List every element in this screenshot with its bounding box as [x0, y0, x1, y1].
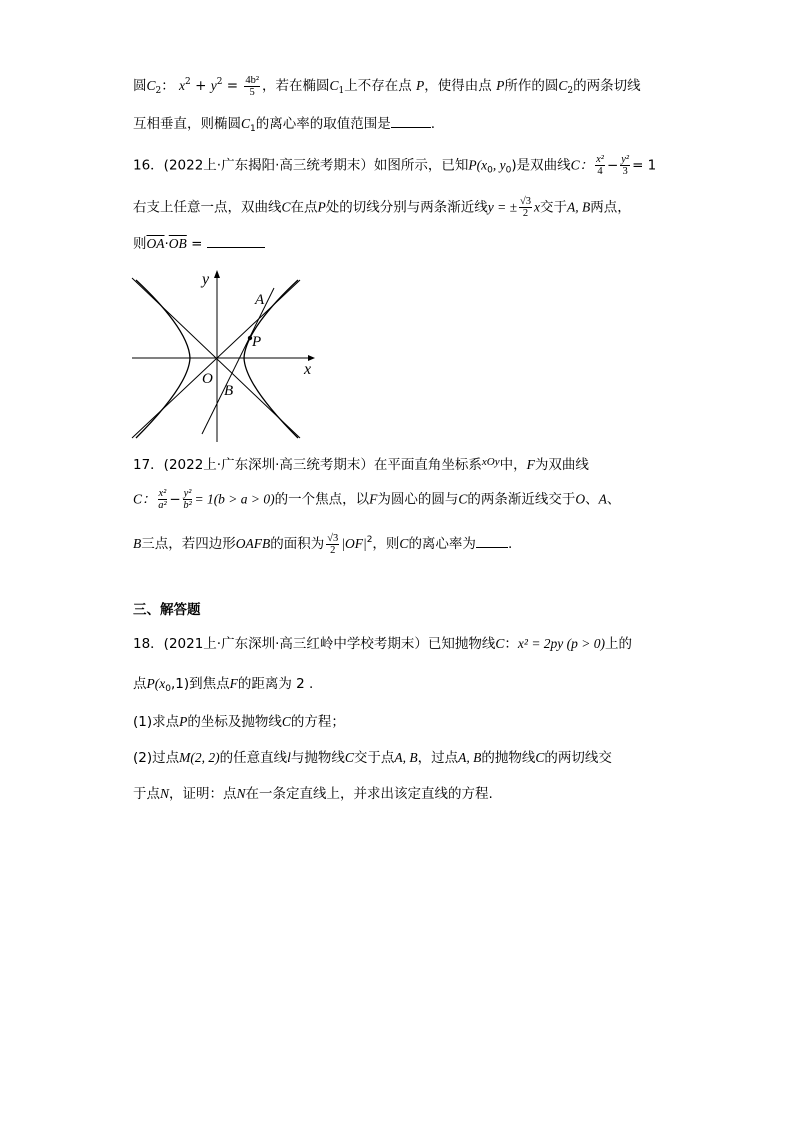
math: −: [606, 157, 619, 174]
text: 互相垂直，则椭圆: [133, 116, 241, 132]
math: A, B: [567, 199, 591, 215]
math: −: [169, 491, 181, 508]
text: 右支上任意一点，双曲线: [133, 199, 282, 216]
text: 在一条定直线上，并求出该定直线的方程.: [245, 786, 493, 802]
fraction-denominator: 2: [330, 544, 336, 556]
y-axis-arrow: [214, 270, 220, 278]
label-a: A: [255, 292, 265, 308]
text: ：: [161, 78, 175, 94]
fraction-numerator: y²: [183, 488, 192, 499]
text: 上的: [605, 636, 633, 652]
question-16-line-3: [133, 234, 265, 254]
text: 的两条切线: [573, 78, 641, 94]
math: ): [511, 157, 517, 174]
math: C: [399, 536, 409, 551]
text: 于点: [133, 786, 160, 802]
vector-ob: $\overline{OB}$: [168, 236, 187, 251]
text: ，若在椭圆: [261, 78, 330, 94]
question-17-line-2: [133, 488, 620, 511]
fraction-denominator: 2: [522, 208, 529, 219]
question-18-line-2: [133, 674, 313, 699]
math: x² = 2py (p > 0): [517, 636, 606, 651]
math-superscript: 2: [216, 77, 223, 87]
fraction-denominator: 5: [249, 87, 255, 98]
math: P(x: [468, 157, 488, 173]
math: y = ±: [487, 199, 518, 215]
math: y: [210, 78, 217, 93]
question-16-line-2: [133, 196, 631, 219]
answer-blank: [476, 535, 508, 548]
text: ：: [504, 636, 518, 652]
fraction-denominator: b²: [183, 500, 192, 511]
math: = 1(b > a > 0): [194, 491, 275, 507]
text: 两点，: [590, 199, 631, 216]
label-y: y: [202, 271, 210, 288]
text: 、: [606, 491, 621, 508]
fraction: [183, 488, 193, 511]
question-17-line-3: [133, 530, 512, 556]
text-line: [133, 114, 435, 139]
math: C: [495, 636, 505, 651]
fraction-denominator: 4: [597, 166, 603, 177]
text: 为双曲线: [534, 457, 589, 473]
text: (1)求点: [133, 714, 180, 730]
math-subscript: 2: [155, 86, 162, 96]
text: 与抛物线: [290, 750, 345, 766]
text: (2)过点: [133, 750, 180, 766]
math: N: [160, 786, 170, 801]
math-subscript: 0: [165, 684, 171, 694]
math: x: [534, 199, 541, 215]
fraction: [620, 154, 630, 177]
question-head: 17．(2022上·广东深圳·高三统考期末）在平面直角坐标系: [133, 457, 482, 473]
fraction: [519, 196, 532, 219]
math: C: [241, 116, 251, 131]
text: .: [430, 116, 436, 132]
label-b: B: [224, 383, 234, 399]
math: x: [179, 78, 186, 93]
question-18-part-2: [133, 748, 612, 768]
fraction: [595, 154, 605, 177]
math-superscript: 2: [366, 535, 373, 545]
text: 的一个焦点，以: [274, 491, 370, 508]
math: ·: [164, 236, 169, 252]
text: 三点，若四边形: [141, 536, 236, 552]
math: xOy: [481, 456, 500, 468]
math: =: [222, 78, 243, 94]
fraction-numerator: x²: [158, 488, 167, 499]
question-18-line-1: [133, 634, 632, 654]
text: 的两切线交: [544, 750, 612, 766]
text: 的抛物线: [481, 750, 536, 766]
text: .: [507, 536, 513, 552]
question-18-part-1: [133, 712, 345, 732]
math: P: [317, 199, 326, 215]
math: M(2, 2): [179, 750, 220, 765]
math: A: [598, 491, 607, 507]
hyperbola-right-branch: [244, 280, 298, 438]
math: C: [146, 78, 156, 93]
question-head: 16．(2022上·广东揭阳·高三统考期末）如图所示，已知: [133, 157, 469, 174]
text: 的方程；: [290, 714, 345, 730]
question-17-line-1: [133, 452, 589, 475]
hyperbola-left-branch: [136, 280, 190, 438]
text: 点: [133, 676, 147, 692]
vector-oa: $\overline{OA}$: [146, 236, 165, 251]
text: 为圆心的圆与: [377, 491, 459, 508]
math: P: [179, 714, 188, 729]
math: C: [458, 491, 468, 507]
text: ，过点: [417, 750, 459, 766]
hyperbola-figure: [130, 266, 320, 444]
text: 、: [585, 491, 599, 508]
fraction-numerator: y²: [621, 154, 630, 165]
fraction-denominator: a²: [158, 500, 167, 511]
text: 到焦点: [189, 676, 230, 692]
math-superscript: 2: [185, 77, 191, 87]
text: ，则: [372, 536, 400, 552]
math: ,1): [170, 676, 190, 692]
label-x: x: [304, 361, 312, 378]
math: =: [186, 236, 207, 252]
text: 上不存在点: [344, 78, 417, 94]
text: 处的切线分别与两条渐近线: [325, 199, 488, 216]
math: F: [229, 676, 238, 691]
math: P(x: [146, 676, 166, 691]
fraction: [158, 488, 168, 511]
math-subscript: 1: [250, 124, 256, 134]
math-subscript: 0: [505, 165, 512, 176]
math: C: [281, 714, 291, 729]
math: C: [281, 199, 291, 215]
math: C：: [133, 491, 156, 507]
text: 的任意直线: [219, 750, 288, 766]
text: 交于: [540, 199, 568, 216]
math: +: [190, 78, 211, 94]
fraction-numerator: √3: [327, 532, 339, 544]
math: A, B: [458, 750, 482, 765]
question-18-part-2-cont: [133, 784, 493, 804]
math: C: [535, 750, 545, 765]
fraction: [244, 75, 260, 98]
text: ，使得由点: [424, 78, 497, 94]
math-subscript: 0: [487, 165, 493, 176]
fraction-denominator: 3: [622, 166, 628, 177]
section-heading: [133, 600, 201, 620]
text: 的坐标及抛物线: [187, 714, 282, 730]
question-16-line-1: [133, 154, 656, 181]
section-title: 三、解答题: [133, 602, 201, 618]
text: 的两条渐近线交于: [467, 491, 576, 508]
text: 交于点: [353, 750, 395, 766]
text: ，证明：点: [169, 786, 237, 802]
fraction-numerator: x²: [596, 154, 604, 165]
math: F: [369, 491, 378, 507]
fraction-numerator: √3: [520, 196, 532, 207]
math: A, B: [394, 750, 418, 765]
math: = 1: [632, 157, 657, 174]
text: 的距离为 2 .: [237, 676, 314, 692]
label-o: O: [202, 371, 213, 387]
math: OAFB: [235, 536, 271, 551]
math: C: [344, 750, 354, 765]
text-line: [133, 72, 641, 101]
math: , y: [492, 157, 506, 173]
text: 所作的圆: [504, 78, 559, 94]
math: B: [133, 536, 142, 551]
text: 中，: [499, 457, 527, 473]
math: C：: [570, 157, 594, 173]
tangent-line: [202, 288, 274, 434]
fraction: [326, 533, 339, 556]
text: 则: [133, 236, 147, 252]
label-p: P: [252, 334, 262, 350]
answer-blank: [391, 115, 431, 128]
math: l: [287, 750, 291, 765]
text: 的面积为: [270, 536, 325, 552]
text: 是双曲线: [516, 157, 571, 174]
text: 的离心率为: [408, 536, 476, 552]
math: N: [236, 786, 246, 801]
answer-blank: [207, 235, 265, 248]
math: F: [526, 457, 535, 472]
math: P: [496, 78, 505, 93]
math-subscript: 1: [338, 86, 345, 96]
math: C: [329, 78, 339, 93]
math: |OF|: [341, 536, 367, 551]
text: 圆: [133, 78, 147, 94]
question-head: 18．(2021上·广东深圳·高三红岭中学校考期末）已知抛物线: [133, 636, 496, 652]
math: C: [558, 78, 568, 93]
math: O: [575, 491, 586, 507]
fraction-numerator: 4b²: [245, 75, 259, 86]
math-subscript: 2: [567, 86, 574, 96]
math: P: [416, 78, 425, 93]
text: 在点: [290, 199, 318, 216]
text: 的离心率的取值范围是: [255, 116, 391, 132]
